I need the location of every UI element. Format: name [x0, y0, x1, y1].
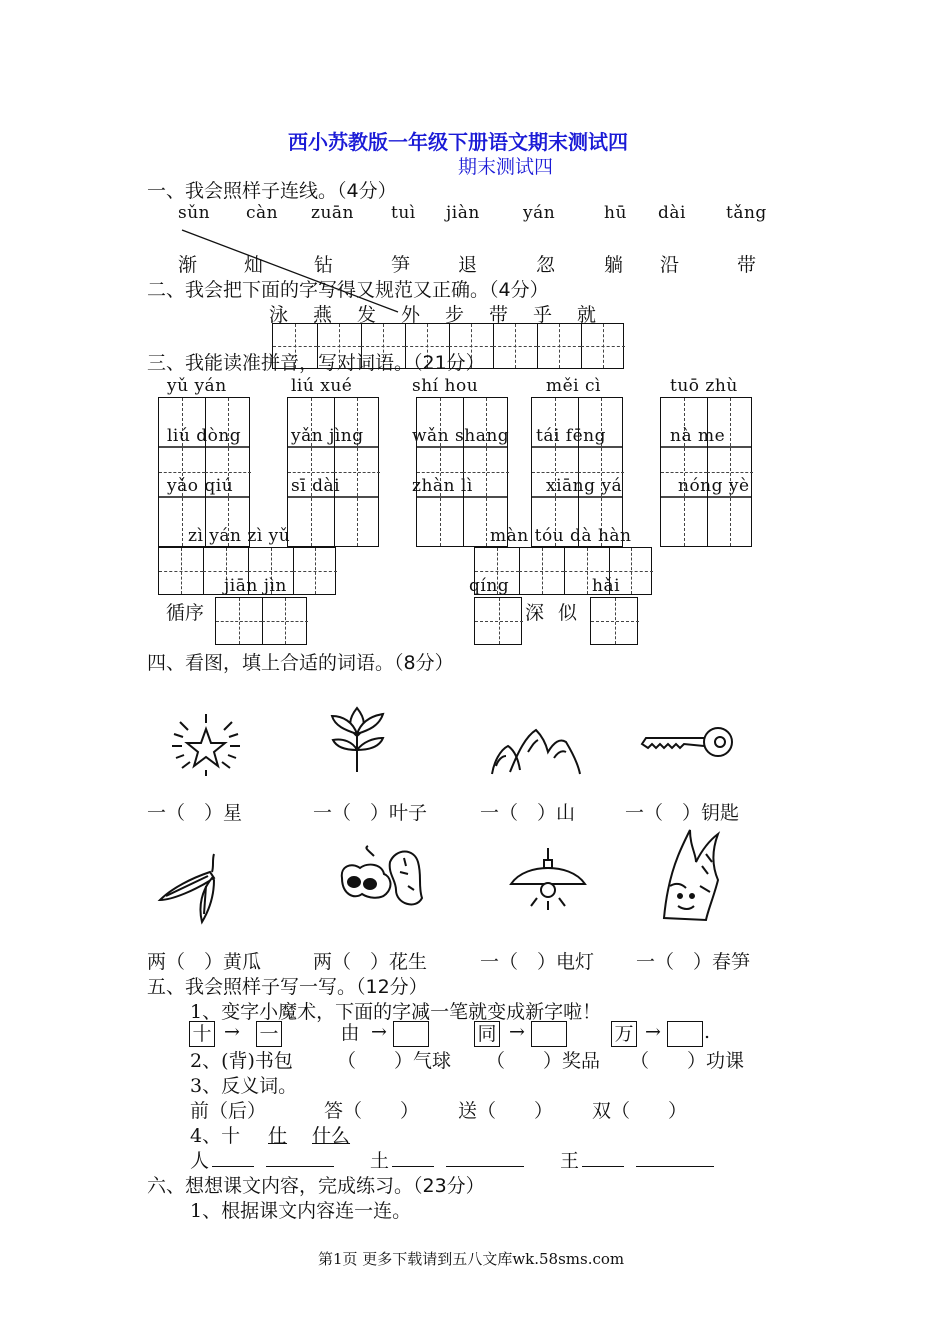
s2-char-1: 燕: [313, 304, 333, 326]
s4-r1-2: 一（ ）山: [480, 802, 576, 824]
s3-r4-1: màn tóu dà hàn: [490, 526, 632, 546]
s1-char-7: 沿: [660, 254, 680, 276]
s5-q2-2: （ ）奖品: [486, 1050, 601, 1072]
s3-r1-0: yǔ yán: [167, 376, 227, 396]
s1-pinyin-4: jiàn: [446, 203, 480, 223]
s2-char-0: 泳: [269, 304, 289, 326]
s3-grid-hai[interactable]: [590, 597, 638, 645]
s2-char-2: 发: [357, 304, 377, 326]
s5-q4-example-1: 什么: [312, 1125, 351, 1147]
s3-grid-qing[interactable]: [474, 597, 522, 645]
s2-char-7: 就: [577, 304, 597, 326]
s3-r3-0: yǎo qiú: [167, 476, 234, 496]
s3-r1-2: shí hou: [412, 376, 479, 396]
s1-pinyin-1: càn: [246, 203, 279, 223]
s5-arrow-1: →: [371, 1021, 387, 1043]
s5-q3: 3、反义词。: [190, 1075, 298, 1097]
s3-r5-1: qíng: [469, 576, 510, 596]
s4-r1-1: 一（ ）叶子: [313, 802, 428, 824]
s3-r5-0: jiān jìn: [224, 576, 287, 596]
s3-r2-4: nà me: [670, 426, 726, 446]
bamboo-shoot-icon: [656, 826, 726, 926]
s1-char-3: 笋: [391, 254, 411, 276]
s5-q4-char-0: 人: [190, 1150, 210, 1172]
s3-r2-2: wǎn shang: [412, 426, 510, 446]
s1-char-8: 带: [737, 254, 757, 276]
section-5-heading: 五、我会照样子写一写。（12分）: [147, 976, 428, 998]
s3-r2-1: yǎn jìng: [291, 426, 364, 446]
s3-row-lines: [0, 0, 950, 600]
s1-pinyin-8: tǎng: [726, 203, 767, 223]
s1-pinyin-7: dài: [658, 203, 686, 223]
s5-arrow-0: →: [224, 1021, 240, 1043]
s5-q4-blank-0b[interactable]: [266, 1166, 334, 1167]
cucumber-icon: [152, 850, 232, 928]
s3-r1-1: liú xué: [291, 376, 353, 396]
section-3-heading: 三、我能读准拼音，写对词语。（21分）: [147, 352, 485, 374]
mountain-icon: [488, 722, 584, 778]
s3-r1-3: měi cì: [546, 376, 601, 396]
s1-char-6: 躺: [604, 254, 624, 276]
s5-q4-blank-1a[interactable]: [392, 1166, 434, 1167]
s5-answer-box-3[interactable]: [667, 1021, 703, 1047]
s5-arrow-3: →: [645, 1021, 661, 1043]
s5-answer-box-2[interactable]: [531, 1021, 567, 1047]
s4-r1-3: 一（ ）钥匙: [625, 802, 740, 824]
s2-char-4: 步: [445, 304, 465, 326]
s5-q4-blank-0a[interactable]: [212, 1166, 254, 1167]
s1-char-4: 退: [458, 254, 478, 276]
s5-q4-blank-2b[interactable]: [636, 1166, 714, 1167]
s5-char-box-1: 一: [256, 1021, 282, 1047]
peanut-icon: [334, 842, 428, 914]
s1-pinyin-0: sǔn: [178, 203, 211, 223]
s5-q3-1: 答（ ）: [324, 1100, 420, 1122]
s3-r4-0: zì yán zì yǔ: [188, 526, 291, 546]
s2-char-5: 带: [489, 304, 509, 326]
s5-char-box-3: 同: [474, 1021, 500, 1047]
s5-answer-box-1[interactable]: [393, 1021, 429, 1047]
s3-r6-label-1: 深: [525, 602, 545, 624]
leaf-icon: [327, 700, 389, 776]
s3-grid-jianjin[interactable]: [215, 597, 307, 645]
s4-r2-2: 一（ ）电灯: [480, 951, 595, 973]
s5-q2-1: （ ）气球: [337, 1050, 452, 1072]
s3-r1-4: tuō zhù: [670, 376, 738, 396]
s4-r1-0: 一（ ）星: [147, 802, 243, 824]
s1-char-1: 灿: [244, 254, 264, 276]
section-6-heading: 六、想想课文内容，完成练习。（23分）: [147, 1175, 485, 1197]
s2-char-6: 乎: [533, 304, 553, 326]
s1-pinyin-3: tuì: [391, 203, 416, 223]
s2-char-3: 外: [401, 304, 421, 326]
s5-arrow-2: →: [509, 1021, 525, 1043]
page-subtitle: 期末测试四: [458, 156, 554, 178]
star-icon: [168, 712, 244, 778]
s5-q3-3: 双（ ）: [592, 1100, 688, 1122]
s5-q4-blank-2a[interactable]: [582, 1166, 624, 1167]
s3-r6-label-2: 似: [558, 602, 578, 624]
s5-q2-0: 2、(背)书包: [190, 1050, 293, 1072]
s5-char-box-4: 万: [611, 1021, 637, 1047]
s5-q4-blank-1b[interactable]: [446, 1166, 524, 1167]
section-1-heading: 一、我会照样子连线。（4分）: [147, 180, 397, 202]
s3-r6-label-0: 循序: [166, 602, 205, 624]
s4-r2-1: 两（ ）花生: [313, 951, 428, 973]
s3-r3-3: xiāng yá: [546, 476, 623, 496]
page-footer: 第1页 更多下载请到五八文库wk.58sms.com: [318, 1250, 625, 1268]
s5-char-box-0: 十: [189, 1021, 215, 1047]
s5-q4-example-0: 仕: [268, 1125, 288, 1147]
s6-q1: 1、根据课文内容连一连。: [190, 1200, 412, 1222]
s3-r3-4: nóng yè: [678, 476, 750, 496]
s4-r2-3: 一（ ）春笋: [636, 951, 751, 973]
section-2-heading: 二、我会把下面的字写得又规范又正确。（4分）: [147, 279, 549, 301]
s5-period: .: [704, 1021, 711, 1043]
s5-char-box-2: 由: [340, 1022, 360, 1044]
lamp-icon: [507, 846, 589, 914]
s3-r2-0: liú dòng: [167, 426, 242, 446]
s5-q3-2: 送（ ）: [458, 1100, 554, 1122]
s1-pinyin-2: zuān: [311, 203, 354, 223]
section-4-heading: 四、看图，填上合适的词语。（8分）: [147, 652, 454, 674]
s1-pinyin-6: hū: [604, 203, 627, 223]
s5-q2-3: （ ）功课: [630, 1050, 745, 1072]
s3-r2-3: tái fēng: [536, 426, 606, 446]
s5-q4-char-2: 王: [560, 1150, 580, 1172]
s5-q4-char-1: 土: [370, 1150, 390, 1172]
s1-char-2: 钻: [314, 254, 334, 276]
s4-r2-0: 两（ ）黄瓜: [147, 951, 262, 973]
page-title: 西小苏教版一年级下册语文期末测试四: [288, 130, 628, 154]
s1-char-0: 渐: [178, 254, 198, 276]
s1-pinyin-5: yán: [523, 203, 556, 223]
key-icon: [640, 722, 736, 762]
s5-q4-label: 4、十: [190, 1125, 241, 1147]
s1-char-5: 忽: [536, 254, 556, 276]
s5-q1: 1、变字小魔术，下面的字减一笔就变成新字啦！: [190, 1001, 602, 1023]
s3-r3-2: zhàn lì: [412, 476, 473, 496]
s3-r3-1: sī dài: [291, 476, 341, 496]
s5-q3-0: 前（后）: [190, 1100, 267, 1122]
s3-r5-2: hǎi: [592, 576, 621, 596]
